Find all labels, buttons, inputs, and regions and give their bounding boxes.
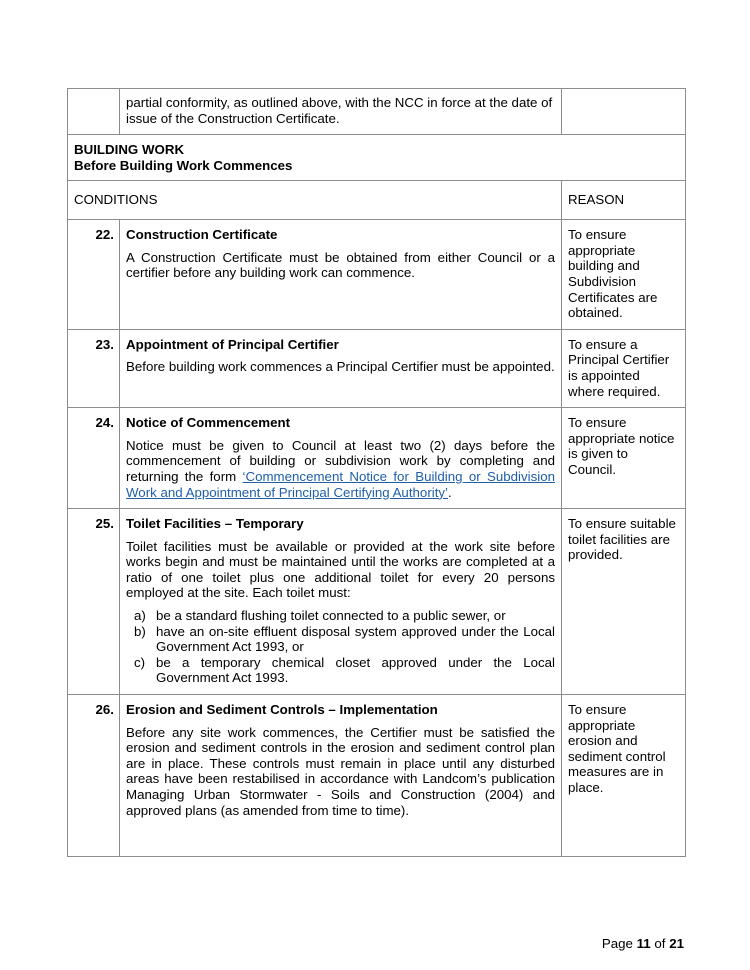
list-item [126, 608, 555, 624]
condition-row [68, 408, 686, 509]
condition-number: 22. [68, 220, 120, 330]
toilet-requirements-list [126, 608, 555, 686]
list-item-text: be a standard flushing toilet connected to a public sewer, or [156, 608, 506, 624]
condition-text-lead: Notice must be given to Council at least two (2) days before the commencement of building or subdivision work by completing and returning the form [126, 437, 555, 484]
list-item-text: be a temporary chemical closet approved under the Local Government Act 1993. [156, 654, 555, 686]
condition-text [126, 438, 555, 500]
condition-title: Toilet Facilities – Temporary [126, 516, 304, 532]
list-marker: c) [134, 654, 146, 670]
page-of: of [654, 936, 666, 951]
page-label: Page [601, 936, 633, 951]
condition-reason: To ensure appropriate building and Subdivision Certificates are obtained. [562, 220, 686, 330]
condition-number: 24. [68, 408, 120, 509]
page-current: 11 [636, 936, 651, 951]
list-marker: a) [134, 608, 146, 624]
condition-text: Before any site work commences, the Certifier must be satisfied the erosion and sediment controls in the erosion and sediment control plan are in place. These controls must remain in place until any disturbed areas have been restabilised in accordance with Landcom’s publication Managing Urban Stormwater - Soils and Construction (2004) and approved plans (as amended from time to time). [126, 724, 555, 818]
page-total: 21 [669, 936, 684, 951]
condition-body [120, 695, 562, 857]
condition-text: Before building work commences a Principal Certifier must be appointed. [126, 359, 555, 375]
conditions-table [67, 88, 686, 857]
condition-title: Construction Certificate [126, 227, 278, 243]
list-marker: b) [134, 623, 146, 639]
condition-reason: To ensure a Principal Certifier is appointed where required. [562, 329, 686, 407]
condition-reason: To ensure appropriate erosion and sediment control measures are in place. [562, 695, 686, 857]
condition-number: 26. [68, 695, 120, 857]
condition-body [120, 408, 562, 509]
page-number [602, 936, 684, 952]
condition-row [68, 509, 686, 695]
condition-text: Toilet facilities must be available or provided at the work site before works begin and must be maintained until the works are completed at a ratio of one toilet plus one additional toilet for every 20 persons employed at the site. Each toilet must: [126, 538, 555, 601]
condition-text: A Construction Certificate must be obtained from either Council or a certifier before any building work can commence. [126, 249, 555, 281]
continuation-reason-cell [562, 89, 686, 135]
condition-row [68, 220, 686, 330]
condition-number: 23. [68, 329, 120, 407]
section-title: BUILDING WORK [74, 142, 185, 157]
commencement-notice-form-link[interactable]: ‘Commencement Notice for Building or Subdivision Work and Appointment of Principal Certifying Authority’ [126, 468, 555, 500]
reason-header: REASON [562, 181, 686, 220]
continuation-row [68, 89, 686, 135]
continuation-text: partial conformity, as outlined above, with the NCC in force at the date of issue of the Construction Certificate. [120, 89, 562, 135]
header-row [68, 181, 686, 220]
list-item-text: have an on-site effluent disposal system approved under the Local Government Act 1993, or [156, 623, 555, 655]
condition-body [120, 509, 562, 695]
section-subtitle: Before Building Work Commences [74, 157, 293, 173]
condition-body [120, 220, 562, 330]
condition-body [120, 329, 562, 407]
condition-row [68, 695, 686, 857]
condition-number: 25. [68, 509, 120, 695]
list-item [126, 624, 555, 655]
condition-reason: To ensure suitable toilet facilities are provided. [562, 509, 686, 695]
condition-title: Notice of Commencement [126, 415, 291, 431]
section-heading [68, 135, 686, 181]
continuation-number-cell [68, 89, 120, 135]
condition-text-end: . [448, 484, 452, 500]
condition-row [68, 329, 686, 407]
condition-reason: To ensure appropriate notice is given to Council. [562, 408, 686, 509]
section-row [68, 135, 686, 181]
list-item [126, 655, 555, 686]
condition-title: Erosion and Sediment Controls – Implementation [126, 702, 438, 718]
conditions-header: CONDITIONS [68, 181, 562, 220]
condition-title: Appointment of Principal Certifier [126, 336, 339, 352]
